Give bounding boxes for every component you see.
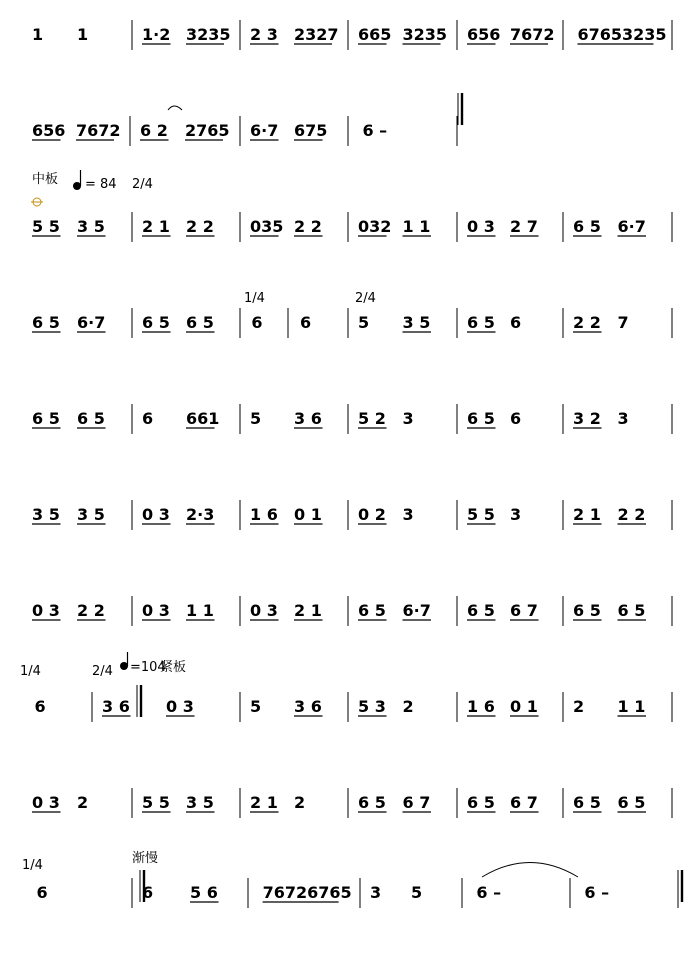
note-group: 3 <box>402 409 414 428</box>
note-group: 6 – <box>362 121 388 140</box>
note-group: 6 <box>34 697 46 716</box>
note-group: 6 <box>142 409 154 428</box>
note-group: 1 6 <box>467 697 495 716</box>
segno-icon <box>31 198 43 206</box>
note-group: 5 5 <box>467 505 495 524</box>
note-group: 2 <box>77 793 89 812</box>
note-group: 6 5 <box>467 793 495 812</box>
note-group: 0 1 <box>510 697 538 716</box>
note-group: 3 <box>617 409 629 428</box>
note-group: 6 7 <box>510 601 538 620</box>
note-group: 675 <box>294 121 328 140</box>
note-group: 6 5 <box>142 313 170 332</box>
note-group: 6 5 <box>573 793 601 812</box>
note-group: 3 5 <box>77 505 105 524</box>
note-group: 6 7 <box>510 793 538 812</box>
note-group: 6 <box>142 883 154 902</box>
meter-2-4-b: 2/4 <box>92 664 113 679</box>
note-group: 0 1 <box>294 505 322 524</box>
note-group: 3 5 <box>77 217 105 236</box>
note-group: 6 5 <box>358 601 386 620</box>
note-group: 5 <box>250 697 262 716</box>
note-group: 0 3 <box>250 601 278 620</box>
note-group: 0 2 <box>358 505 386 524</box>
note-group: 3 5 <box>402 313 431 332</box>
note-group: 3235 <box>402 25 448 44</box>
note-group: 032 <box>358 217 392 236</box>
tempo-jinban: 紧板 <box>160 660 187 675</box>
note-group: 6 <box>36 883 48 902</box>
note-group: 2 1 <box>573 505 601 524</box>
note-group: 3 2 <box>573 409 601 428</box>
note-group: 6 – <box>476 883 502 902</box>
note-group: 1 1 <box>617 697 646 716</box>
note-group: 6 <box>510 313 522 332</box>
note-group: 035 <box>250 217 284 236</box>
note-group: 3235 <box>186 25 231 44</box>
note-group: 656 <box>32 121 66 140</box>
note-group: 6 <box>251 313 263 332</box>
note-group: 2 1 <box>294 601 322 620</box>
note-group: 6 7 <box>402 793 431 812</box>
note-group: 0 3 <box>142 601 170 620</box>
note-group: 7 <box>617 313 629 332</box>
note-group: 6 5 <box>186 313 214 332</box>
note-group: 2 3 <box>250 25 278 44</box>
note-group: 5 5 <box>32 217 60 236</box>
note-group: 6·7 <box>617 217 646 236</box>
note-group: 6 5 <box>467 601 495 620</box>
meter-2-4: 2/4 <box>132 177 153 192</box>
note-group: 2 2 <box>617 505 646 524</box>
note-group: 1 1 <box>402 217 431 236</box>
note-group: 6 <box>300 313 312 332</box>
note-group: 2·3 <box>186 505 215 524</box>
note-group: 656 <box>467 25 501 44</box>
note-group: 3 5 <box>32 505 60 524</box>
note-group: 3 <box>510 505 522 524</box>
note-group: 7672 <box>510 25 555 44</box>
meter-change-2-4: 2/4 <box>355 291 376 306</box>
note-group: 2765 <box>185 121 230 140</box>
note-group: 6 5 <box>32 313 60 332</box>
note-group: 2 1 <box>250 793 278 812</box>
note-group: 5 <box>358 313 370 332</box>
note-group: 0 3 <box>32 601 60 620</box>
note-group: 661 <box>186 409 220 428</box>
note-group: 2 7 <box>510 217 538 236</box>
tie-mark <box>168 106 182 110</box>
tempo-jianman: 渐慢 <box>132 851 159 866</box>
note-group: 3 6 <box>294 409 322 428</box>
note-group: 665 <box>358 25 392 44</box>
note-group: 7672 <box>76 121 121 140</box>
note-group: 5 <box>250 409 262 428</box>
note-group: 76726765 <box>262 883 352 902</box>
note-group: 2 2 <box>294 217 322 236</box>
note-group: 2 2 <box>573 313 601 332</box>
note-group: 2 <box>573 697 585 716</box>
tempo-bpm-104: =104 <box>130 660 166 675</box>
note-group: 6 5 <box>573 601 601 620</box>
note-group: 6 <box>510 409 522 428</box>
note-group: 67653235 <box>577 25 667 44</box>
note-group: 6 2 <box>140 121 168 140</box>
note-group: 6 – <box>584 883 610 902</box>
note-group: 6 5 <box>617 601 646 620</box>
note-group: 2 2 <box>77 601 105 620</box>
note-group: 6·7 <box>250 121 279 140</box>
note-group: 6 5 <box>77 409 105 428</box>
note-group: 6 5 <box>32 409 60 428</box>
note-group: 0 3 <box>142 505 170 524</box>
note-group: 6 5 <box>617 793 646 812</box>
note-group: 2 2 <box>186 217 214 236</box>
note-group: 3 <box>370 883 382 902</box>
note-group: 5 3 <box>358 697 386 716</box>
note-group: 6 5 <box>573 217 601 236</box>
meter-change-1-4: 1/4 <box>244 291 265 306</box>
note-group: 1 <box>77 25 89 44</box>
note-group: 0 3 <box>166 697 194 716</box>
note-group: 2 <box>402 697 414 716</box>
note-group: 5 6 <box>190 883 218 902</box>
note-group: 3 <box>402 505 414 524</box>
tempo-zhongban: 中板 <box>32 172 59 187</box>
note-group: 0 3 <box>467 217 495 236</box>
note-group: 1 6 <box>250 505 278 524</box>
note-group: 2 1 <box>142 217 170 236</box>
quarter-note-icon-2 <box>120 662 128 670</box>
slur-final <box>482 863 578 878</box>
meter-final-1-4: 1/4 <box>22 858 43 873</box>
note-group: 1 1 <box>186 601 214 620</box>
note-group: 3 6 <box>294 697 322 716</box>
note-group: 3 5 <box>186 793 214 812</box>
note-group: 6·7 <box>402 601 431 620</box>
note-group: 2327 <box>294 25 339 44</box>
tempo-bpm-84: = 84 <box>85 177 117 192</box>
note-group: 6 5 <box>467 409 495 428</box>
note-group: 6·7 <box>77 313 106 332</box>
note-group: 5 <box>411 883 423 902</box>
note-group: 1 <box>32 25 44 44</box>
note-group: 2 <box>294 793 306 812</box>
note-group: 5 5 <box>142 793 170 812</box>
note-group: 1·2 <box>142 25 171 44</box>
note-group: 6 5 <box>358 793 386 812</box>
quarter-note-icon <box>73 182 81 190</box>
note-group: 3 6 <box>102 697 130 716</box>
meter-1-4-a: 1/4 <box>20 664 41 679</box>
note-group: 5 2 <box>358 409 386 428</box>
score-lines <box>32 20 682 908</box>
note-group: 6 5 <box>467 313 495 332</box>
note-group: 0 3 <box>32 793 60 812</box>
